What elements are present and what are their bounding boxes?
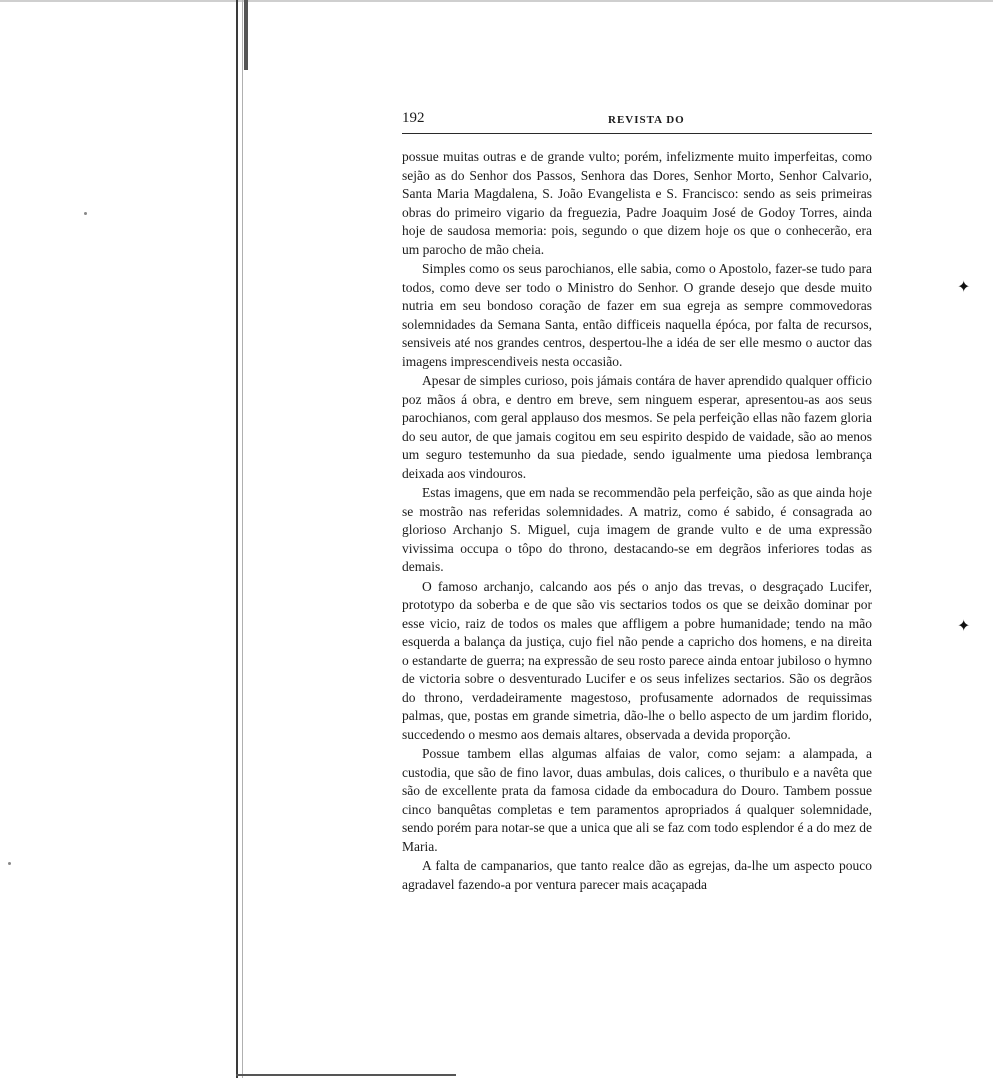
gutter-mark (244, 0, 248, 70)
book-gutter (236, 0, 238, 1078)
gutter-shadow (242, 0, 243, 1078)
scan-bottom-edge (236, 1074, 456, 1076)
page-body-text (402, 148, 872, 895)
page-header (402, 110, 872, 134)
margin-arrow-icon: ✦ (957, 616, 971, 635)
paragraph: Apesar de simples curioso, pois jámais contára de haver aprendido qualquer officio poz mãos á obra, e dentro em breve, sem ninguem esperar, apresentou-as aos seus parochianos, com geral applauso dos mesmos. Se pela perfeição ellas não fazem gloria do seu autor, de que jamais cogitou em seu espirito despido de vaidade, são ao menos um seguro testemunho da sua piedade, sendo igualmente uma piedosa lembrança deixada aos vindouros. (402, 373, 872, 481)
scan-speck (84, 212, 87, 215)
scan-speck (8, 862, 11, 865)
paragraph: O famoso archanjo, calcando aos pés o anjo das trevas, o desgraçado Lucifer, prototypo da soberba e de que são vis sectarios todos os que se deixão dominar por esse vicio, raiz de todos os males que affligem a pobre humanidade; tendo na mão esquerda a balança da justiça, cujo fiel não pende a capricho dos homens, e na direita o estandarte de guerra; na expressão de seu rosto parece ainda entoar jubiloso o hymno de victoria sobre o desventurado Lucifer e os seus infelizes sectarios. São os degrãos do throno, verdadeiramente magestoso, profusamente adornados de requissimas palmas, que, postas em grande simetria, dão-lhe o bello aspecto de um jardim florido, succedendo o mesmo aos demais altares, observada a devida proporção. (402, 578, 872, 742)
paragraph: Estas imagens, que em nada se recommendão pela perfeição, são as que ainda hoje se mostrão nas referidas solemnidades. A matriz, como é sabido, é consagrada ao glorioso Archanjo S. Miguel, cuja imagem de grande vulto e de uma expressão vivissima occupa o tôpo do throno, destacando-se em degrãos inferiores todas as demais. (402, 485, 872, 574)
paragraph: A falta de campanarios, que tanto realce dão as egrejas, da-lhe um aspecto pouco agradavel fazendo-a por ventura parecer mais acaçapada (402, 858, 872, 892)
page-number: 192 (402, 110, 425, 126)
running-title: REVISTA DO (608, 114, 685, 126)
scan-top-edge (0, 0, 993, 2)
header-rule (402, 133, 872, 134)
margin-arrow-icon: ✦ (957, 277, 971, 296)
paragraph: Possue tambem ellas algumas alfaias de valor, como sejam: a alampada, a custodia, que são de fino lavor, duas ambulas, dois calices, o thuribulo e a navêta que são de excellente prata da famosa cidade da embocadura do Douro. Tambem possue cinco banquêtas completas e tem paramentos apropriados á qualquer solemnidade, sendo porém para notar-se que a unica que ali se faz com todo esplendor é a do mez de Maria. (402, 746, 872, 854)
paragraph: possue muitas outras e de grande vulto; porém, infelizmente muito imperfeitas, como sejão as do Senhor dos Passos, Senhora das Dores, Senhor Morto, Senhor Calvario, Santa Maria Magdalena, S. João Evangelista e S. Francisco: sendo as seis primeiras obras do primeiro vigario da freguezia, Padre Joaquim José de Godoy Torres, ainda hoje de saudosa memoria: pois, segundo o que dizem hoje os que o conhecerão, era um parocho de mão cheia. (402, 149, 872, 257)
paragraph: Simples como os seus parochianos, elle sabia, como o Apostolo, fazer-se tudo para todos, como deve ser todo o Ministro do Senhor. O grande desejo que desde muito nutria em seu bondoso coração de fazer em sua egreja as sempre commovedoras solemnidades da Semana Santa, então difficeis naquella épóca, por falta de recursos, sensiveis até nos grandes centros, despertou-lhe a idéa de ser elle mesmo o auctor das imagens imprescendiveis nesta occasião. (402, 261, 872, 369)
